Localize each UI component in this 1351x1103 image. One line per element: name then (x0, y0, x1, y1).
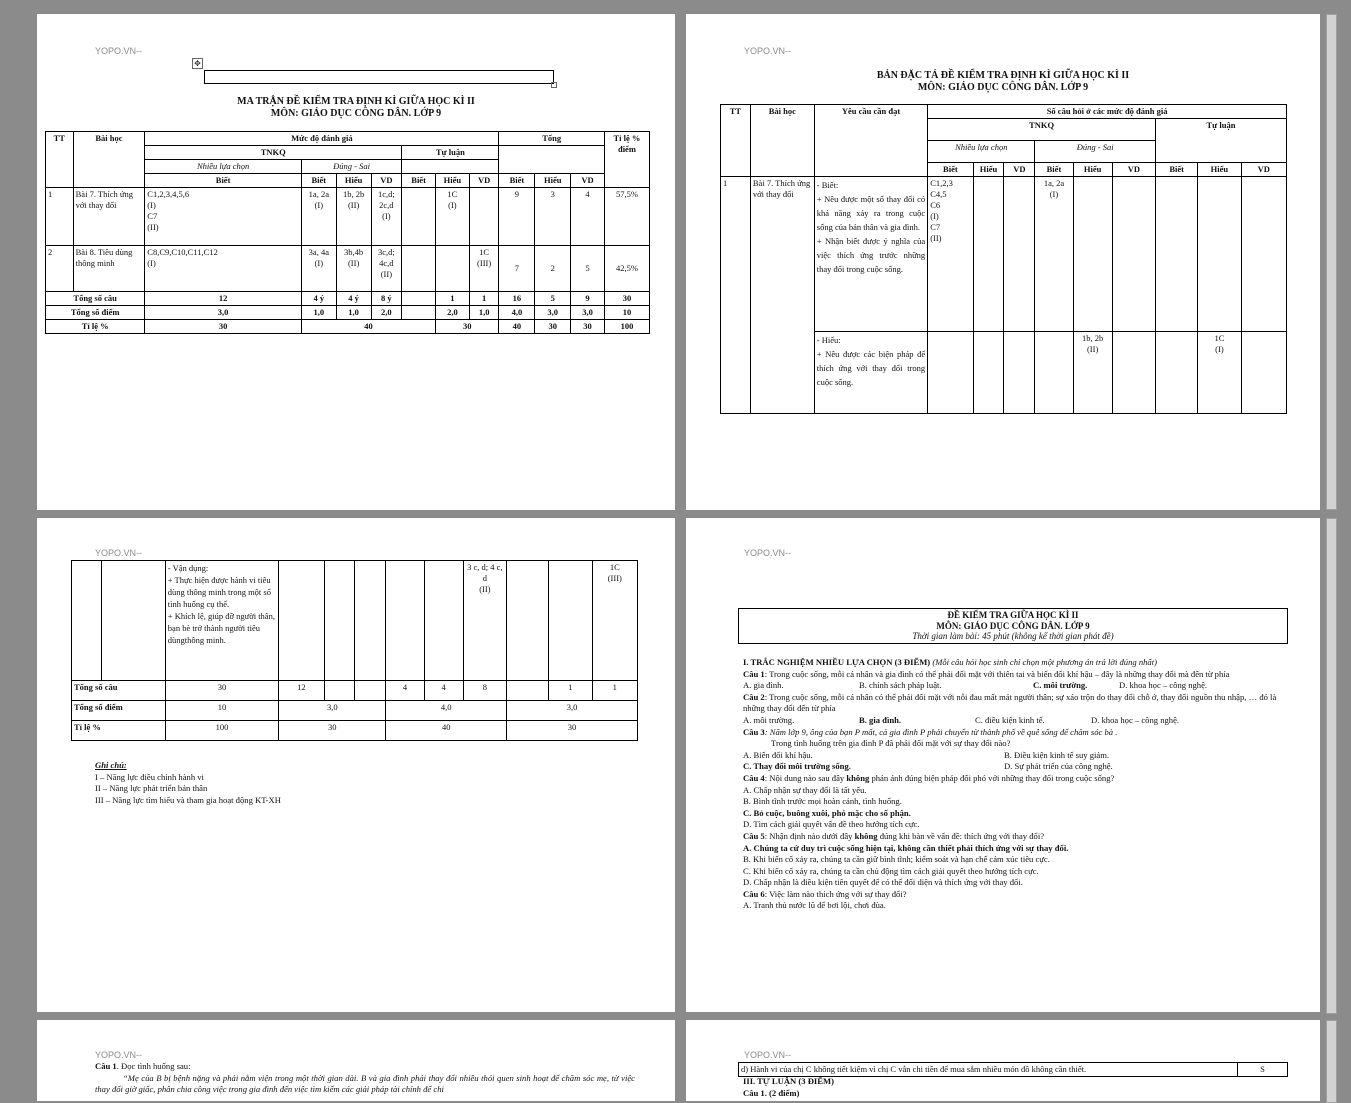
table-row: 2 Bài 8. Tiêu dùng thông minh C8,C9,C10,C11,C12 (I) 3a, 4a (I) 3b,4b (II) 3c,d; 4c,d (II) 1C (III) 7 2 5 42,5% (46, 246, 650, 292)
page-header: YOPO.VN-- (744, 1050, 792, 1060)
move-handle-icon[interactable]: ✥ (192, 58, 203, 69)
matrix-table: TT Bài học Mức độ đánh giá Tổng Tỉ lệ % điểm TNKQ Tự luận Nhiều lựa chọn Đúng - Sai Biết Biết Hiểu VD Biết Hiểu VD Biết Hiểu VD 1 Bài 7. Thích ứng với thay đổi C1,2,3,4,5,6 (I) C7 (II) 1a, 2a (I) 1b, 2b (II) 1c,d; 2c,d (I) 1C (I) 9 3 4 57,5% 2 Bài 8. Tiêu dùng thông minh C8,C9,C10,C11,C12 (I) 3a, 4a (I) 3b,4b (II) 3c,d; 4c,d (II) 1C (III) 7 2 5 42,5% Tổng số câu 12 4 ý 4 ý 8 ý 1 1 16 5 9 30 Tổng số điểm 3,0 1,0 1,0 2,0 2,0 1,0 4,0 3,0 3,0 10 Tỉ lệ % 30 40 30 40 30 30 100 (45, 131, 650, 334)
table-row: 1 Bài 7. Thích ứng với thay đổi C1,2,3,4,5,6 (I) C7 (II) 1a, 2a (I) 1b, 2b (II) 1c,d; 2c,d (I) 1C (I) 9 3 4 57,5% (46, 188, 650, 246)
page-header: YOPO.VN-- (95, 46, 143, 56)
page-2 (686, 14, 1320, 510)
table-row: Tỉ lệ % 100 30 40 30 (72, 721, 638, 741)
table-row: d) Hành vi của chị C không tiết kiệm vì chị C vẫn chi tiền để mua sắm nhiều món đồ không cần thiết. S (739, 1063, 1288, 1077)
table-row: Tổng số điểm 3,0 1,0 1,0 2,0 2,0 1,0 4,0 3,0 3,0 10 (46, 306, 650, 320)
page-header: YOPO.VN-- (744, 46, 792, 56)
spec-table: TT Bài học Yêu cầu cần đạt Số câu hỏi ở các mức độ đánh giá TNKQ Tự luận Nhiều lựa chọn Đúng - Sai Biết Hiểu VD Biết Hiểu VD Biết Hiểu VD 1 Bài 7. Thích ứng với thay đổi - Biết: + Nêu được một số thay đổi có khả năng xảy ra trong cuộc sống của bản thân và gia đình. + Nhận biết được ý nghĩa của việc thích ứng trước những thay đổi trong cuộc sống. C1,2,3 C4,5 C6 (I) C7 (II) 1a, 2a (I) - Hiểu: + Nêu được các biện pháp để thích ứng với thay đổi trong cuộc sống. 1b, 2b (II) 1C (I) (720, 104, 1287, 414)
scrollbar-track[interactable] (1326, 518, 1337, 1014)
essay-question: Câu 1. Đọc tình huống sau: “Mẹ của B bị bệnh nặng và phải nằm viện trong một thời gian dài. B và gia đình phải thay đổi nhiều thói quen sinh hoạt để chăm sóc mẹ, từ việc thay đổi giờ giấc, phân chia công việc trong gia đình đến việc tìm kiếm các giải pháp tài chính để chi (95, 1061, 635, 1095)
document-title: BẢN ĐẶC TẢ ĐỀ KIỂM TRA ĐỊNH KÌ GIỮA HỌC KÌ II MÔN: GIÁO DỤC CÔNG DÂN. LỚP 9 (876, 70, 1130, 93)
exam-questions: I. TRẮC NGHIỆM NHIỀU LỰA CHỌN (3 ĐIỂM) (Mỗi câu hỏi học sinh chỉ chọn một phương án trả lời đúng nhất) Câu 1: Trong cuộc sống, mỗi cá nhân và gia đình có thể phải đối mặt với thiên tai và biến đổi khí hậu – đây là những thay đổi mà đến từ phía A. gia đình. B. chính sách pháp luật. C. môi trường. D. khoa học – công nghệ. Câu 2: Trong cuộc sống, mỗi cá nhân có thể phải đối mặt với nỗi đau mất mát người thân; sự xáo trộn do thay đổi chỗ ở, thay đổi nguồn thu nhập, … đó là những thay đổi đến từ phía A. môi trường. B. gia đình. C. điều kiện kinh tế. D. khoa học – công nghệ. Câu 3: Năm lớp 9, ông của bạn P mất, cả gia đình P phải chuyển từ thành phố về quê sống để chăm sóc bà . Trong tình huống trên gia đình P đã phải đối mặt với sự thay đổi nào? A. Biến đổi khí hậu. B. Điều kiện kinh tế suy giảm. C. Thay đổi môi trường sống. D. Sự phát triển của công nghệ. Câu 4: Nội dung nào sau đây không phản ánh đúng biện pháp đối phó với những thay đổi trong cuộc sống? A. Chấp nhận sự thay đổi là tất yếu. B. Bình tĩnh trước mọi hoàn cảnh, tình huống. C. Bỏ cuộc, buông xuôi, phó mặc cho số phận. D. Tìm cách giải quyết vấn đề theo hướng tích cực. Câu 5: Nhận định nào dưới đây không đúng khi bàn về vấn đề: thích ứng với thay đổi? A. Chúng ta cứ duy trì cuộc sống hiện tại, không cần thiết phải thích ứng với sự thay đổi. B. Khi biến cố xảy ra, chúng ta cần giữ bình tĩnh; kiểm soát và hạn chế cảm xúc tiêu cực. C. Khi biến cố xảy ra, chúng ta cần chủ động tìm cách giải quyết theo hướng tích cực. D. Chấp nhận là điều kiện tiên quyết để có thể đối diện và thích ứng với thay đổi. Câu 6: Việc làm nào thích ứng với sự thay đổi? A. Tranh thủ nước lũ để bơi lội, chơi đùa. (743, 657, 1277, 911)
page-header: YOPO.VN-- (744, 548, 792, 558)
page-1 (37, 14, 675, 510)
spec-table-continued (71, 560, 638, 741)
notes: Ghi chú: I – Năng lực điều chỉnh hành vi II – Năng lực phát triển bản thân III – Năng lực tìm hiểu và tham gia hoạt động KT-XH (95, 760, 281, 805)
table-row: Tổng số câu 30 12 4 4 8 1 1 (72, 681, 638, 701)
document-title: MA TRẬN ĐỀ KIỂM TRA ĐỊNH KÌ GIỮA HỌC KÌ II MÔN: GIÁO DỤC CÔNG DÂN. LỚP 9 (237, 96, 475, 119)
table-row: - Vận dụng: + Thực hiện được hành vi tiêu dùng thông minh trong một số tình huống cụ thể. + Khích lệ, giúp đỡ người thân, bạn bè trở thành người tiêu dùngthông minh. 3 c, d; 4 c, d (II) 1C (III) (72, 561, 638, 681)
page-4 (686, 518, 1320, 1012)
essay-section: III. TỰ LUẬN (3 ĐIỂM) Câu 1. (2 điểm) (743, 1076, 834, 1098)
text-box[interactable] (204, 70, 554, 84)
resize-handle-icon[interactable] (551, 82, 557, 88)
page-header: YOPO.VN-- (95, 548, 143, 558)
page-5 (37, 1020, 675, 1101)
table-row: Tổng số điểm 10 3,0 4,0 3,0 (72, 701, 638, 721)
table-row: - Hiểu: + Nêu được các biện pháp để thích ứng với thay đổi trong cuộc sống. 1b, 2b (II) 1C (I) (721, 332, 1287, 414)
page-header: YOPO.VN-- (95, 1050, 143, 1060)
page-3 (37, 518, 675, 1012)
table-row: Tỉ lệ % 30 40 30 40 30 30 100 (46, 320, 650, 334)
page-6 (686, 1020, 1320, 1101)
scrollbar-track[interactable] (1326, 1020, 1337, 1103)
table-row: 1 Bài 7. Thích ứng với thay đổi - Biết: + Nêu được một số thay đổi có khả năng xảy ra trong cuộc sống của bản thân và gia đình. + Nhận biết được ý nghĩa của việc thích ứng trước những thay đổi trong cuộc sống. C1,2,3 C4,5 C6 (I) C7 (II) 1a, 2a (I) (721, 177, 1287, 332)
exam-title-box: ĐỀ KIỂM TRA GIỮA HỌC KÌ II MÔN: GIÁO DỤC CÔNG DÂN. LỚP 9 Thời gian làm bài: 45 phút (không kể thời gian phát đề) (738, 608, 1288, 644)
true-false-table (738, 1062, 1288, 1077)
table-row: Tổng số câu 12 4 ý 4 ý 8 ý 1 1 16 5 9 30 (46, 292, 650, 306)
scrollbar-track[interactable] (1326, 14, 1337, 510)
